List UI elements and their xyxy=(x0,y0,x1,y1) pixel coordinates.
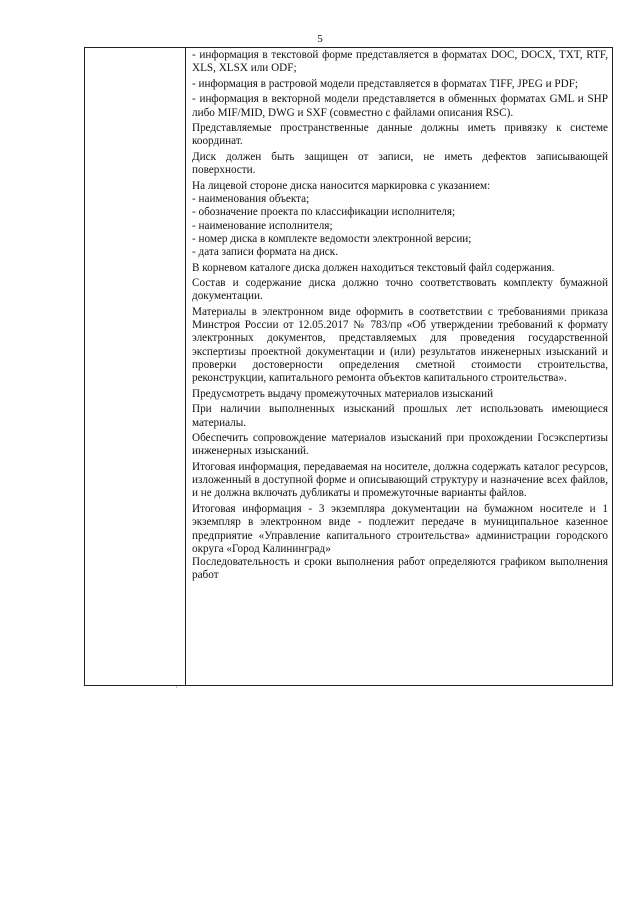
text-format-item: - информация в текстовой форме представляется в форматах DOC, DOCX, TXT, RTF, XLS, XLSX или ODF; xyxy=(192,49,608,75)
final-info-catalog-paragraph: Итоговая информация, передаваемая на носителе, должна содержать каталог ресурсов, изложенный в доступной форме и описывающий структуру и назначение всех файлов, и не должна включать дубликаты и промежуточные варианты файлов. xyxy=(192,460,608,500)
schedule-paragraph: Последовательность и сроки выполнения работ определяются графиком выполнения работ xyxy=(192,556,608,582)
scan-artifact xyxy=(176,686,177,688)
spatial-data-paragraph: Представляемые пространственные данные должны иметь привязку к системе координат. xyxy=(192,122,608,148)
electronic-materials-paragraph: Материалы в электронном виде оформить в соответствии с требованиями приказа Минстроя России от 12.05.2017 № 783/пр «Об утверждении требований к формату электронных документов, представляемых для проведения государственной экспертизы проектной документации и (или) результатов инженерных изысканий и проверки достоверности определения сметной стоимости строительства, реконструкции, капитального ремонта объектов капитального строительства». xyxy=(192,305,608,385)
marking-item-contractor: - наименование исполнителя; xyxy=(192,219,333,232)
marking-item-project-code: - обозначение проекта по классификации исполнителя; xyxy=(192,206,456,219)
root-catalog-paragraph: В корневом каталоге диска должен находиться текстовый файл содержания. xyxy=(192,261,555,274)
marking-item-date: - дата записи формата на диск. xyxy=(192,246,338,259)
vector-format-item: - информация в векторной модели представляется в обменных форматах GML и SHP либо MIF/MID, DWG и SXF (совместно с файлами описания RSC). xyxy=(192,93,608,119)
table-left-column xyxy=(85,48,186,685)
raster-format-item: - информация в растровой модели представляется в форматах TIFF, JPEG и PDF; xyxy=(192,77,579,90)
table-right-column xyxy=(186,48,612,685)
disk-marking-paragraph: На лицевой стороне диска наносится маркировка с указанием: xyxy=(192,179,491,192)
disk-contents-paragraph: Состав и содержание диска должно точно соответствовать комплекту бумажной документации. xyxy=(192,277,608,303)
marking-item-object-name: - наименования объекта; xyxy=(192,192,310,205)
marking-item-disk-number: - номер диска в комплекте ведомости электронной версии; xyxy=(192,232,472,245)
previous-surveys-paragraph: При наличии выполненных изысканий прошлых лет использовать имеющиеся материалы. xyxy=(192,403,608,429)
interim-materials-paragraph: Предусмотреть выдачу промежуточных материалов изысканий xyxy=(192,387,494,400)
page-number: 5 xyxy=(317,33,323,45)
final-info-transfer-paragraph: Итоговая информация - 3 экземпляра документации на бумажном носителе и 1 экземпляр в электронном виде - подлежит передаче в муниципальное казенное предприятие «Управление капитального строительства» администрации городского округа «Город Калининград» xyxy=(192,502,608,555)
disk-protection-paragraph: Диск должен быть защищен от записи, не иметь дефектов записывающей поверхности. xyxy=(192,150,608,177)
expertise-support-paragraph: Обеспечить сопровождение материалов изысканий при прохождении Госэкспертизы инженерных изысканий. xyxy=(192,432,608,458)
requirements-table xyxy=(84,47,613,686)
